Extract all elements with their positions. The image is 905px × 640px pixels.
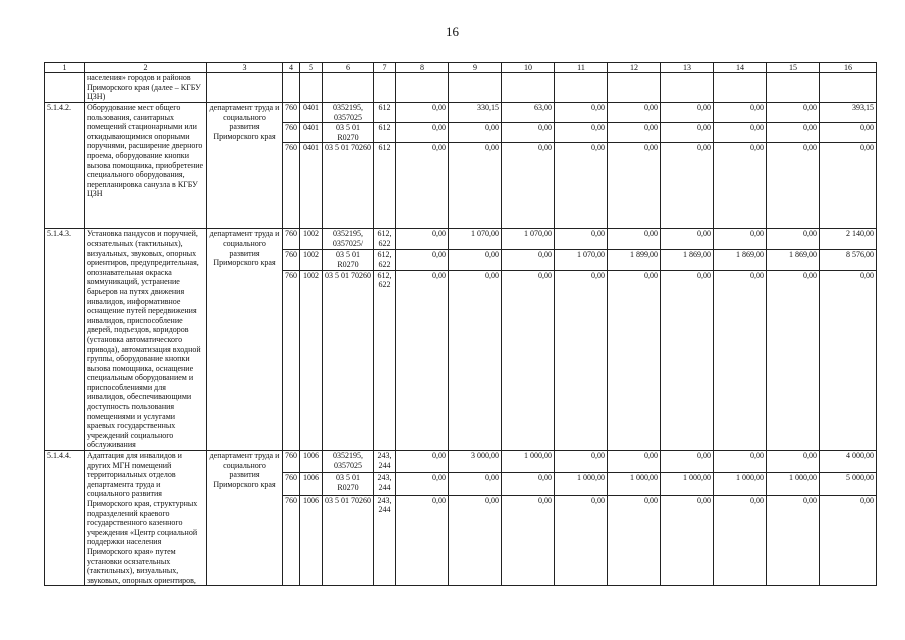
- measure-number: 5.1.4.4.: [45, 451, 85, 586]
- total-value: 0,00: [820, 143, 877, 229]
- year-value: 0,00: [555, 143, 608, 229]
- table-row: [45, 229, 877, 250]
- year-value: 0,00: [555, 451, 608, 473]
- cell-empty: [283, 73, 300, 103]
- section-code: 1006: [300, 451, 323, 473]
- column-number: 12: [608, 63, 661, 73]
- expense-type: 612: [374, 103, 396, 123]
- column-number: 3: [207, 63, 283, 73]
- cell-empty: [300, 73, 323, 103]
- year-value: 0,00: [608, 229, 661, 250]
- page-number: 16: [446, 24, 459, 39]
- year-value: 1 000,00: [714, 473, 767, 495]
- total-value: 4 000,00: [820, 451, 877, 473]
- year-value: 0,00: [608, 270, 661, 450]
- year-value: 0,00: [449, 250, 502, 271]
- department-code: 760: [283, 473, 300, 495]
- section-code: 0401: [300, 123, 323, 143]
- total-value: 0,00: [820, 123, 877, 143]
- expense-type: 612, 622: [374, 270, 396, 450]
- year-value: 0,00: [608, 123, 661, 143]
- year-value: 0,00: [661, 229, 714, 250]
- expense-type: 612: [374, 143, 396, 229]
- target-article: 03 5 01 R0270: [323, 250, 374, 271]
- target-article: 03 5 01 70260: [323, 143, 374, 229]
- executor: департамент труда и социального развития Приморского края: [207, 229, 283, 451]
- cell-empty: [45, 73, 85, 103]
- section-code: 0401: [300, 103, 323, 123]
- expense-type: 612: [374, 123, 396, 143]
- year-value: 1 899,00: [608, 250, 661, 271]
- year-value: 0,00: [449, 123, 502, 143]
- target-article: 0352195, 0357025: [323, 103, 374, 123]
- table-row: [45, 451, 877, 473]
- year-value: 0,00: [449, 143, 502, 229]
- column-number: 8: [396, 63, 449, 73]
- cell-empty: [820, 73, 877, 103]
- total-value: 5 000,00: [820, 473, 877, 495]
- column-number: 9: [449, 63, 502, 73]
- department-code: 760: [283, 123, 300, 143]
- year-value: 0,00: [767, 229, 820, 250]
- year-value: 0,00: [661, 270, 714, 450]
- target-article: 03 5 01 R0270: [323, 473, 374, 495]
- year-value: 0,00: [555, 103, 608, 123]
- year-value: 0,00: [661, 123, 714, 143]
- department-code: 760: [283, 143, 300, 229]
- column-number: 6: [323, 63, 374, 73]
- year-value: 0,00: [396, 473, 449, 495]
- total-value: 0,00: [820, 270, 877, 450]
- cell-empty: [502, 73, 555, 103]
- column-number: 1: [45, 63, 85, 73]
- year-value: 0,00: [714, 123, 767, 143]
- year-value: 0,00: [502, 143, 555, 229]
- expense-type: 243, 244: [374, 495, 396, 586]
- year-value: 1 000,00: [502, 451, 555, 473]
- year-value: 63,00: [502, 103, 555, 123]
- measure-description: населения» городов и районов Приморского края (далее – КГБУ ЦЗН): [85, 73, 207, 103]
- year-value: 0,00: [608, 495, 661, 586]
- total-value: 2 140,00: [820, 229, 877, 250]
- year-value: 0,00: [396, 495, 449, 586]
- department-code: 760: [283, 250, 300, 271]
- department-code: 760: [283, 103, 300, 123]
- cell-empty: [374, 73, 396, 103]
- year-value: 3 000,00: [449, 451, 502, 473]
- cell-empty: [207, 73, 283, 103]
- total-value: 0,00: [820, 495, 877, 586]
- year-value: 0,00: [555, 270, 608, 450]
- year-value: 0,00: [502, 250, 555, 271]
- column-number: 11: [555, 63, 608, 73]
- measure-description: Адаптация для инвалидов и других МГН помещений территориальных отделов департамента труда и социального развития Приморского края, структурных подразделений краевого государственного казенного учреждения «Центр социальной поддержки населения Приморского края» путем установки осязательных (тактильных), визуальных, звуковых, опорных ориентиров,: [85, 451, 207, 586]
- cell-empty: [449, 73, 502, 103]
- year-value: 0,00: [661, 143, 714, 229]
- year-value: 1 070,00: [449, 229, 502, 250]
- year-value: 1 000,00: [767, 473, 820, 495]
- section-code: 1002: [300, 270, 323, 450]
- executor: департамент труда и социального развития Приморского края: [207, 451, 283, 586]
- header-row: [45, 63, 877, 73]
- expense-type: 612, 622: [374, 229, 396, 250]
- cell-empty: [767, 73, 820, 103]
- year-value: 0,00: [555, 495, 608, 586]
- year-value: 0,00: [608, 103, 661, 123]
- department-code: 760: [283, 451, 300, 473]
- year-value: 330,15: [449, 103, 502, 123]
- target-article: 0352195, 0357025: [323, 451, 374, 473]
- year-value: 0,00: [396, 270, 449, 450]
- cell-empty: [555, 73, 608, 103]
- section-code: 1002: [300, 229, 323, 250]
- cell-empty: [396, 73, 449, 103]
- year-value: 0,00: [502, 123, 555, 143]
- cell-empty: [714, 73, 767, 103]
- year-value: 0,00: [396, 123, 449, 143]
- column-number: 14: [714, 63, 767, 73]
- year-value: 0,00: [502, 495, 555, 586]
- measure-description: Установка пандусов и поручней, осязательных (тактильных), визуальных, звуковых, опорных ориентиров, предупредительная, опознавательная окраска коммуникаций, устранение барьеров на путях движения инвалидов, информативное оснащение путей передвижения инвалидов, приспособление дверей, подъездов, коридоров (установка автоматического привода), автоматизация входной группы, оборудование кнопки вызова помощника, оснащение специальным оборудованием и приспособлениями для инвалидов, обеспечивающими доступность пользования помещениями и услугами краевых государственных учреждений социального обслуживания: [85, 229, 207, 451]
- year-value: 1 000,00: [608, 473, 661, 495]
- column-number: 15: [767, 63, 820, 73]
- budget-table: [44, 62, 877, 586]
- cell-empty: [323, 73, 374, 103]
- target-article: 03 5 01 70260: [323, 270, 374, 450]
- column-number: 10: [502, 63, 555, 73]
- year-value: 1 070,00: [502, 229, 555, 250]
- department-code: 760: [283, 229, 300, 250]
- year-value: 1 869,00: [767, 250, 820, 271]
- executor: департамент труда и социального развития Приморского края: [207, 103, 283, 229]
- year-value: 0,00: [661, 103, 714, 123]
- year-value: 0,00: [767, 143, 820, 229]
- year-value: 0,00: [661, 451, 714, 473]
- year-value: 0,00: [396, 143, 449, 229]
- year-value: 0,00: [608, 451, 661, 473]
- column-number: 16: [820, 63, 877, 73]
- column-number: 5: [300, 63, 323, 73]
- table-row: [45, 103, 877, 123]
- year-value: 1 070,00: [555, 250, 608, 271]
- year-value: 0,00: [767, 270, 820, 450]
- year-value: 0,00: [555, 123, 608, 143]
- year-value: 0,00: [767, 103, 820, 123]
- year-value: 0,00: [661, 495, 714, 586]
- year-value: 1 869,00: [661, 250, 714, 271]
- measure-description: Оборудование мест общего пользования, санитарных помещений стационарными или откидывающимися опорными поручнями, расширение дверного проема, оборудование кнопки вызова помощника, приобретение специального оборудования, перепланировка санузла в КГБУ ЦЗН: [85, 103, 207, 229]
- year-value: 0,00: [767, 451, 820, 473]
- target-article: 03 5 01 70260: [323, 495, 374, 586]
- column-number: 2: [85, 63, 207, 73]
- year-value: 0,00: [714, 270, 767, 450]
- year-value: 0,00: [396, 229, 449, 250]
- year-value: 0,00: [714, 143, 767, 229]
- total-value: 8 576,00: [820, 250, 877, 271]
- year-value: 0,00: [502, 473, 555, 495]
- total-value: 393,15: [820, 103, 877, 123]
- year-value: 0,00: [767, 495, 820, 586]
- year-value: 0,00: [396, 250, 449, 271]
- year-value: 0,00: [449, 270, 502, 450]
- expense-type: 243, 244: [374, 473, 396, 495]
- measure-number: 5.1.4.2.: [45, 103, 85, 229]
- carry-over-row: [45, 73, 877, 103]
- expense-type: 612, 622: [374, 250, 396, 271]
- year-value: 0,00: [714, 451, 767, 473]
- year-value: 0,00: [396, 451, 449, 473]
- target-article: 03 5 01 R0270: [323, 123, 374, 143]
- department-code: 760: [283, 495, 300, 586]
- year-value: 0,00: [714, 495, 767, 586]
- year-value: 1 000,00: [661, 473, 714, 495]
- column-number: 13: [661, 63, 714, 73]
- column-number: 7: [374, 63, 396, 73]
- year-value: 0,00: [767, 123, 820, 143]
- year-value: 1 869,00: [714, 250, 767, 271]
- year-value: 0,00: [608, 143, 661, 229]
- expense-type: 243, 244: [374, 451, 396, 473]
- cell-empty: [608, 73, 661, 103]
- year-value: 0,00: [502, 270, 555, 450]
- column-number: 4: [283, 63, 300, 73]
- department-code: 760: [283, 270, 300, 450]
- year-value: 0,00: [449, 473, 502, 495]
- section-code: 0401: [300, 143, 323, 229]
- section-code: 1006: [300, 495, 323, 586]
- year-value: 0,00: [555, 229, 608, 250]
- section-code: 1002: [300, 250, 323, 271]
- cell-empty: [661, 73, 714, 103]
- target-article: 0352195, 0357025/: [323, 229, 374, 250]
- year-value: 0,00: [449, 495, 502, 586]
- year-value: 1 000,00: [555, 473, 608, 495]
- measure-number: 5.1.4.3.: [45, 229, 85, 451]
- year-value: 0,00: [714, 103, 767, 123]
- section-code: 1006: [300, 473, 323, 495]
- year-value: 0,00: [396, 103, 449, 123]
- year-value: 0,00: [714, 229, 767, 250]
